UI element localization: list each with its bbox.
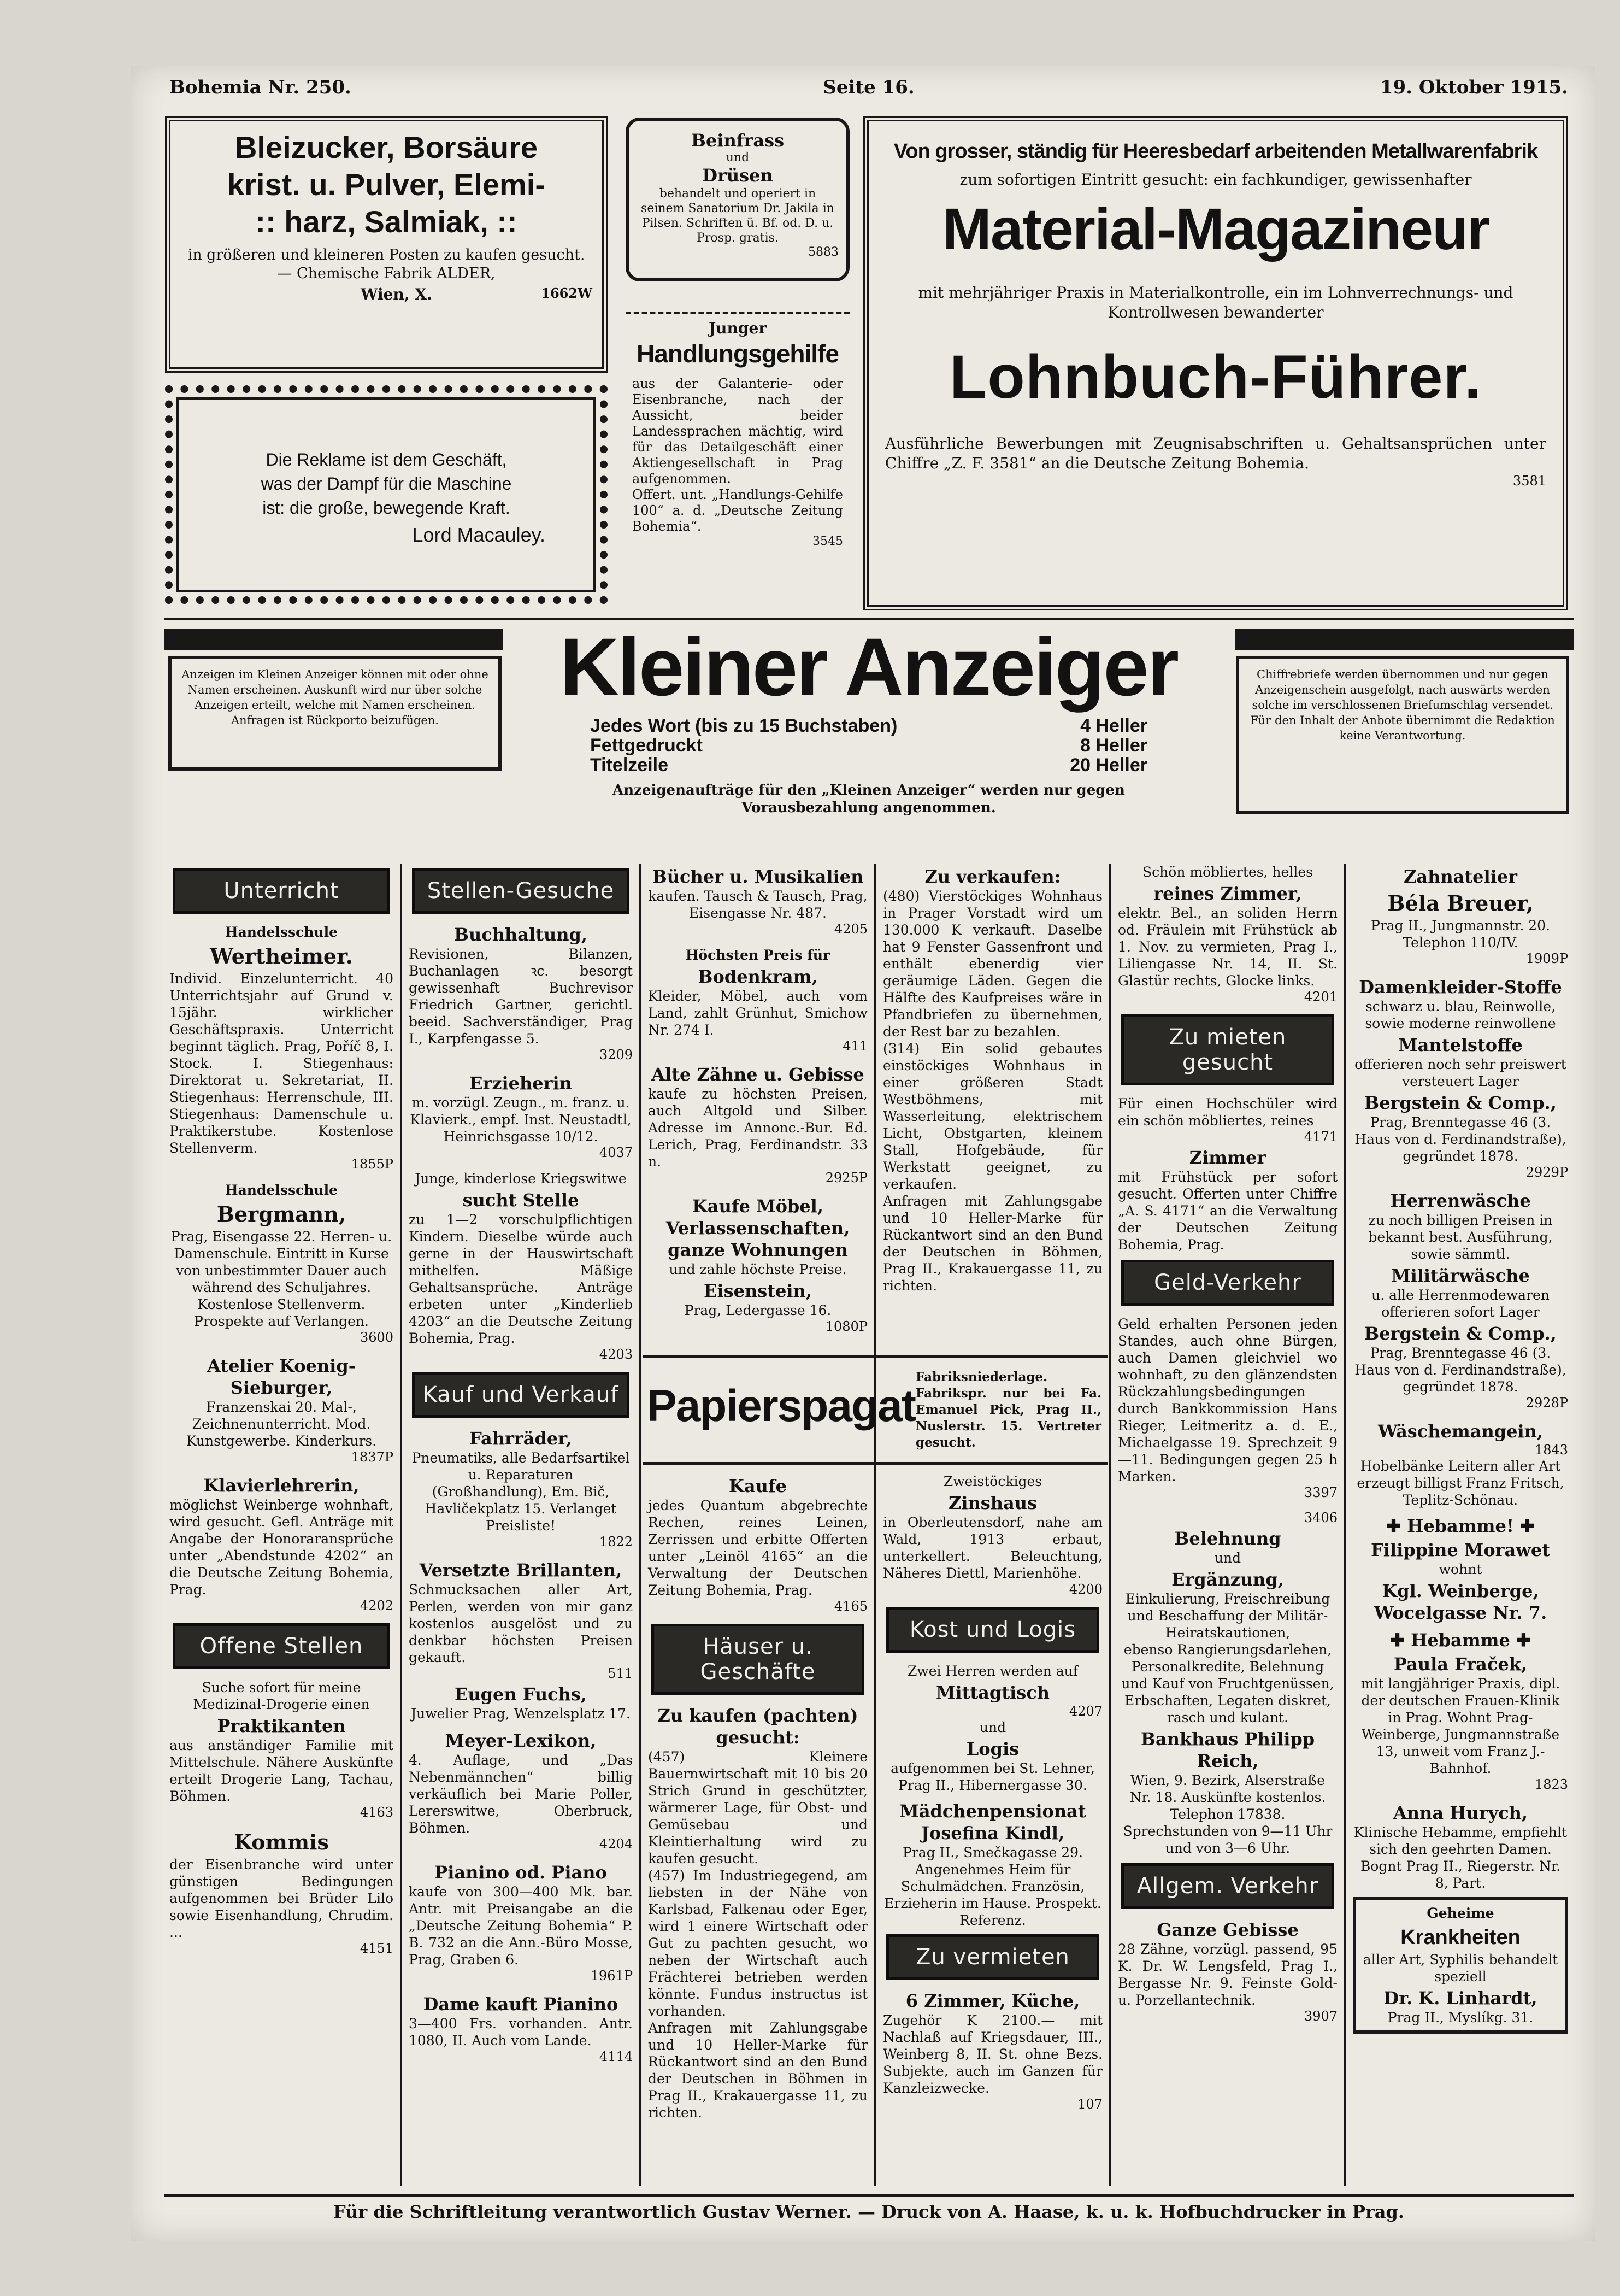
waesche-title: Wäschemangein, bbox=[1377, 1421, 1544, 1442]
beleh-text: Einkulierung, Freischreibung und Beschaffung der Militär-Heiratskautionen, bbox=[1125, 1591, 1330, 1641]
rate-price-1: 4 Heller bbox=[1080, 715, 1147, 736]
section-geld-verkehr: Geld-Verkehr bbox=[1121, 1260, 1334, 1306]
kommis-text: der Eisenbranche wird unter günstigen Bedingungen aufgenommen bei Brüder Lilo sowie Eisenhandlung, Chrudim. ... bbox=[169, 1857, 393, 1940]
heb1-addr: Kgl. Weinberge, Wocelgasse Nr. 7. bbox=[1374, 1581, 1547, 1623]
damen-firm: Bergstein & Comp., bbox=[1364, 1093, 1557, 1113]
footer-text: Für die Schriftleitung verantwortlich Gustav Werner. — Druck von A. Haase, k. u. k. Hofbuchdrucker in Prag. bbox=[333, 2201, 1404, 2222]
handlung-text: aus der Galanterie- oder Eisenbranche, nach der Aussicht, beider Landessprachen mächtig, wird für das Detailgeschäft einer Aktiengesellschaft in Prag aufgenommen. bbox=[632, 376, 843, 486]
newspaper-page bbox=[131, 66, 1595, 2241]
boden-pre: Höchsten Preis für bbox=[685, 947, 830, 963]
reines-code: 4201 bbox=[1304, 989, 1338, 1005]
klavier-title: Klavierlehrerin, bbox=[203, 1475, 360, 1496]
fuer-title: Zimmer bbox=[1189, 1147, 1266, 1168]
brill-name: Eugen Fuchs, bbox=[454, 1684, 587, 1705]
heb2-title: ✚ Hebamme ✚ bbox=[1390, 1630, 1531, 1651]
damen-title: Damenkleider-Stoffe bbox=[1359, 977, 1562, 997]
meyer-code: 4204 bbox=[599, 1836, 633, 1852]
rate-price-3: 20 Heller bbox=[1070, 755, 1147, 776]
heb2-text: mit langjähriger Praxis, dipl. der deutschen Frauen-Klinik in Prag. Wohnt Prag-Weinberge, Jungmannstraße 13, unweit vom Franz J.-Bahnhof. bbox=[1360, 1676, 1560, 1776]
maedchen-title: Mädchenpensionat Josefina Kindl, bbox=[899, 1801, 1086, 1843]
witwe-pre: Junge, kinderlose Kriegswitwe bbox=[415, 1171, 627, 1187]
heb1-text: wohnt bbox=[1439, 1561, 1482, 1577]
dame-code: 4114 bbox=[599, 2049, 633, 2064]
mittag-title: Mittagtisch bbox=[936, 1682, 1050, 1703]
handlung-code: 3545 bbox=[812, 535, 843, 548]
zwei-text: in Oberleutensdorf, nahe am Wald, 1913 erbaut, unterkellert. Beleuchtung, Näheres Diettl, Marienhöhe. bbox=[883, 1514, 1103, 1581]
witwe-title: sucht Stelle bbox=[462, 1190, 579, 1211]
kleiner-title: Kleiner Anzeiger bbox=[559, 621, 1178, 713]
ad-beinfrass bbox=[626, 118, 850, 281]
material-title2: Lohnbuch-Führer. bbox=[949, 343, 1482, 411]
mittag-pre: Zwei Herren werden auf bbox=[907, 1663, 1079, 1679]
ad-material bbox=[863, 116, 1568, 610]
material-intro: Von grosser, ständig für Heeresbedarf arbeitenden Metallwarenfabrik bbox=[893, 140, 1538, 163]
erz-text: m. vorzügl. Zeugn., m. franz. u. Klavierk., empf. Inst. Neustadtl, Heinrichsgasse 10/12. bbox=[410, 1095, 632, 1144]
reines-pre: Schön möbliertes, helles bbox=[1142, 864, 1313, 880]
zuverk-text2: (314) Ein solid gebautes einstöckiges Wohnhaus in einer größeren Stadt Westböhmens, mit Wasserleitung, elektrischem Licht, Obstgarten, kleinem Stall, Hofgebäude, für Werkstatt geeignet, zu verkaufen. bbox=[883, 1041, 1103, 1192]
prakt-pre: Suche sofort für meine Medizinal-Drogerie einen bbox=[193, 1680, 370, 1712]
damen-title2: Mantelstoffe bbox=[1398, 1035, 1523, 1055]
section-zu-mieten: Zu mieten gesucht bbox=[1121, 1014, 1334, 1085]
damen-addr: Prag, Brenntegasse 46 (3. Haus von d. Ferdinandstraße), gegründet 1878. bbox=[1354, 1114, 1566, 1164]
hs2-name: Bergmann, bbox=[216, 1202, 346, 1226]
meyer-text: 4. Auflage, und „Das Nebenmännchen“ billig verkäuflich bei Marie Poller, Lererswitwe, Oberbruck, Böhmen. bbox=[409, 1752, 633, 1836]
fahr-title: Fahrräder, bbox=[469, 1428, 572, 1449]
kleiner-note: Anzeigenaufträge für den „Kleinen Anzeiger“ werden nur gegen Vorausbezahlung angenommen. bbox=[612, 782, 1125, 816]
header-center: Seite 16. bbox=[823, 77, 915, 98]
pianino-title: Pianino od. Piano bbox=[434, 1862, 607, 1883]
hs1-text: Individ. Einzelunterricht. 40 Unterrichtsjahr auf Grund v. 15jähr. wirklicher Geschäftspraxis. Unterricht beginnt täglich. Prag, Poříč 8, I. Stock. I. Stiegenhaus: Direktorat u. Sekretariat, II. Stiegenhaus: Herrenschule, III. Stiegenhaus: Damenschule u. Praktikerstube. Kostenlose Stellenverm. bbox=[169, 971, 393, 1156]
buecher-title: Bücher u. Musikalien bbox=[652, 866, 864, 887]
section-haeuser: Häuser u. Geschäfte bbox=[651, 1624, 864, 1695]
brill-code: 511 bbox=[608, 1666, 633, 1681]
column-4 bbox=[877, 864, 1108, 1344]
material-line2: zum sofortigen Eintritt gesucht: ein fachkundiger, gewissenhafter bbox=[959, 171, 1472, 189]
left-note-text: Anzeigen im Kleinen Anzeiger können mit oder ohne Namen erscheinen. Auskunft wird nur über solche Anzeigen erteilt, welche mit Namen erscheinen. Anfragen ist Rückporto beizufügen. bbox=[181, 668, 488, 727]
zimmer6-code: 107 bbox=[1077, 2097, 1103, 2112]
bleizucker-title-1: Bleizucker, Borsäure bbox=[234, 130, 538, 165]
zahn-name: Béla Breuer, bbox=[1387, 891, 1534, 915]
page-header bbox=[169, 77, 1568, 104]
gebisse-title: Ganze Gebisse bbox=[1157, 1919, 1299, 1940]
kommis-code: 4151 bbox=[360, 1941, 393, 1956]
zahn-title: Zahnatelier bbox=[1403, 866, 1518, 887]
mittag-text: aufgenommen bei St. Lehner, Prag II., Hibernergasse 30. bbox=[891, 1760, 1095, 1793]
heb1-name: Filippine Morawet bbox=[1371, 1540, 1550, 1560]
handlung-pre: Junger bbox=[708, 319, 767, 337]
ad-geheime bbox=[1353, 1897, 1568, 2034]
reines-text: elektr. Bel., an soliden Herrn od. Fräulein mit Frühstück ab 1. Nov. zu vermieten, Prag I., Liliengasse Nr. 14, II. St. Glastür rechts, Glocke links. bbox=[1118, 905, 1338, 989]
zahn-code: 1909P bbox=[1525, 951, 1568, 966]
moebel-title: Kaufe Möbel, Verlassenschaften, ganze Wohnungen bbox=[665, 1196, 850, 1260]
header-left: Bohemia Nr. 250. bbox=[169, 77, 351, 98]
quote-author: Lord Macauley. bbox=[412, 524, 545, 546]
waesche-text: Hobelbänke Leitern aller Art erzeugt billigst Franz Fritsch, Teplitz-Schönau. bbox=[1357, 1458, 1564, 1508]
hs2-code: 3600 bbox=[360, 1330, 393, 1345]
fuer-text: Für einen Hochschüler wird ein schön möbliertes, reines bbox=[1118, 1096, 1338, 1129]
damen-text2: offerieren noch sehr preiswert versteuert Lager bbox=[1354, 1056, 1566, 1089]
zaehne-text: kaufe zu höchsten Preisen, auch Altgold und Silber. Adresse im Annonc.-Bur. Ed. Lerich, Prag, Ferdinandstr. 33 n. bbox=[648, 1086, 868, 1170]
geld-code: 3397 bbox=[1304, 1485, 1338, 1500]
zaehne-code: 2925P bbox=[825, 1170, 868, 1185]
zimmer6-title: 6 Zimmer, Küche, bbox=[905, 1990, 1080, 2011]
column-1 bbox=[164, 864, 399, 2186]
zukauf-title: Zu kaufen (pachten) gesucht: bbox=[657, 1705, 858, 1748]
meyer-title: Meyer-Lexikon, bbox=[445, 1730, 597, 1751]
quote-line-1: Die Reklame ist dem Geschäft, bbox=[266, 450, 507, 469]
herren-firm: Bergstein & Comp., bbox=[1364, 1323, 1557, 1344]
section-unterricht: Unterricht bbox=[173, 868, 390, 914]
section-kauf-verkauf: Kauf und Verkauf bbox=[412, 1372, 629, 1418]
hurych-text: Klinische Hebamme, empfiehlt sich den geehrten Damen. Bognt Prag II., Riegerstr. Nr. 8, Part. bbox=[1353, 1824, 1568, 1891]
bleizucker-title-3: :: harz, Salmiak, :: bbox=[255, 204, 517, 239]
fuer-code: 4171 bbox=[1304, 1129, 1338, 1144]
beinfrass-title: Beinfrass bbox=[691, 130, 785, 151]
material-footer: Ausführliche Bewerbungen mit Zeugnisabschriften u. Gehaltsansprüchen unter Chiffre „Z. F. 3581“ an die Deutsche Zeitung Bohemia. bbox=[885, 434, 1546, 472]
rate-label-2: Fettgedruckt bbox=[590, 735, 703, 756]
papier-text: Fabriksniederlage. Fabrikspr. nur bei Fa. Emanuel Pick, Prag II., Nuslerstr. 15. Vertreter gesucht. bbox=[916, 1370, 1101, 1450]
zwei-title: Zinshaus bbox=[948, 1493, 1038, 1513]
hs1-name: Wertheimer. bbox=[210, 944, 353, 968]
buch-title: Buchhaltung, bbox=[453, 924, 588, 945]
beinfrass-code: 5883 bbox=[808, 245, 839, 259]
herren-text: zu noch billigen Preisen in bekannt best. Ausführung, sowie sämmtl. bbox=[1368, 1212, 1553, 1262]
herren-text2: u. alle Herrenmodewaren offerieren sofort Lager bbox=[1371, 1287, 1550, 1320]
hs1-code: 1855P bbox=[351, 1156, 393, 1172]
quote-line-2: was der Dampf für die Maschine bbox=[261, 474, 512, 494]
zukauf-text2: (457) Im Industriegegend, am liebsten in der Nähe von Karlsbad, Falkenau oder Eger, wird 1 einere Wirtschaft oder Gut zu pachten gesucht, wo neben der Wirtschaft auch Frächterei betrieben werden könnte. Fundus instructus ist vorhanden. bbox=[648, 1868, 868, 2019]
column-4-lower bbox=[877, 1473, 1108, 2183]
waesche-code: 1843 bbox=[1534, 1442, 1568, 1458]
klavier-text: möglichst Weinberge wohnhaft, wird gesucht. Gefl. Anträge mit Angabe der Honoraransprüche unter „Abendstunde 4202“ an die Deutsche Zeitung Bohemia, Prag. bbox=[169, 1497, 393, 1598]
mittag-title2: Logis bbox=[966, 1739, 1020, 1759]
ad-papierspagat bbox=[643, 1355, 1108, 1465]
beinfrass-und: und bbox=[726, 151, 750, 165]
zuverk-text3: Anfragen mit Zahlungsgabe und 10 Heller-Marke für Rückantwort sind an den Bund der Deutschen in Böhmen, Prag II., Krakauergasse 11, zu richten. bbox=[883, 1193, 1103, 1294]
pianino-code: 1961P bbox=[590, 1968, 633, 1983]
ad-bleizucker bbox=[165, 116, 608, 373]
buecher-code: 4205 bbox=[834, 921, 868, 937]
erz-title: Erzieherin bbox=[469, 1073, 572, 1094]
geheime-text: aller Art, Syphilis behandelt speziell bbox=[1363, 1952, 1558, 1984]
atelier-title: Atelier Koenig-Sieburger, bbox=[207, 1355, 356, 1398]
herren-title2: Militärwäsche bbox=[1391, 1265, 1530, 1286]
fahr-text: Pneumatiks, alle Bedarfsartikel u. Reparaturen (Großhandlung), Em. Bič, Havličekplatz 15. Verlanget Preisliste! bbox=[411, 1450, 630, 1534]
handlung-title: Handlungsgehilfe bbox=[637, 339, 839, 368]
bleizucker-code: 1662W bbox=[541, 285, 592, 301]
rate-price-2: 8 Heller bbox=[1080, 735, 1147, 756]
zwei-pre: Zweistöckiges bbox=[943, 1473, 1042, 1489]
material-title: Material-Magazineur bbox=[942, 196, 1489, 262]
beleh-text2: ebenso Rangierungsdarlehen, Personalkredite, Belehnung und Kauf von Fruchtgenüssen, Erbschaften, Legaten diskret, rasch und kulant. bbox=[1121, 1642, 1334, 1725]
prakt-text: aus anständiger Familie mit Mittelschule. Nähere Auskünfte erteilt Drogerie Lang, Tachau, Böhmen. bbox=[169, 1737, 393, 1804]
section-zu-vermieten: Zu vermieten bbox=[886, 1934, 1099, 1980]
beleh-title2: Ergänzung, bbox=[1171, 1569, 1284, 1590]
geheime-name: Dr. K. Linhardt, bbox=[1383, 1988, 1537, 2009]
beleh-code: 3406 bbox=[1304, 1510, 1338, 1525]
kleiner-right-note bbox=[1236, 656, 1569, 814]
moebel-code: 1080P bbox=[825, 1319, 868, 1334]
fahr-code: 1822 bbox=[599, 1534, 633, 1549]
rate-label-3: Titelzeile bbox=[590, 755, 668, 776]
rate-label-1: Jedes Wort (bis zu 15 Buchstaben) bbox=[590, 715, 898, 736]
ad-handlungsgehilfe bbox=[626, 312, 850, 607]
kaufe-text: jedes Quantum abgebrechte Rechen, reines Leinen, Zerrissen und erbitte Offerten unter „Leinöl 4165“ an die Verwaltung der Deutschen Zeitung Bohemia, Prag. bbox=[648, 1498, 868, 1598]
moebel-addr: Prag, Ledergasse 16. bbox=[684, 1302, 832, 1318]
section-allgem-verkehr: Allgem. Verkehr bbox=[1121, 1863, 1334, 1909]
zwei-code: 4200 bbox=[1069, 1582, 1103, 1597]
beleh-addr: Wien, 9. Bezirk, Alserstraße Nr. 18. Auskünfte kostenlos. Telephon 17838. Sprechstunden von 9—11 Uhr und von 3—6 Uhr. bbox=[1123, 1772, 1333, 1856]
dame-text: 3—400 Frs. vorhanden. Antr. 1080, II. Auch vom Lande. bbox=[409, 2016, 633, 2048]
pianino-text: kaufe von 300—400 Mk. bar. Antr. mit Preisangabe an die „Deutsche Zeitung Bohemia“ P. B. 732 an die Ann.-Büro Mosse, Prag, Graben 6. bbox=[409, 1884, 633, 1968]
buch-text: Revisionen, Bilanzen, Buchanlagen ꝛc. besorgt gewissenhaft Buchrevisor Friedrich Gartner, gerichtl. beeid. Sachverständiger, Prag I., Karpfengasse 5. bbox=[409, 946, 633, 1047]
boden-text: Kleider, Möbel, auch vom Land, zahlt Grünhut, Smichow Nr. 274 I. bbox=[648, 988, 868, 1038]
erz-code: 4037 bbox=[599, 1145, 633, 1160]
quote-box bbox=[165, 385, 608, 604]
reines-title: reines Zimmer, bbox=[1153, 883, 1302, 904]
geheime-pre: Geheime bbox=[1427, 1905, 1494, 1921]
moebel-name: Eisenstein, bbox=[704, 1281, 812, 1301]
column-5 bbox=[1112, 864, 1343, 2186]
bleizucker-place: Wien, X. bbox=[361, 285, 432, 303]
klavier-code: 4202 bbox=[360, 1598, 393, 1613]
geheime-title: Krankheiten bbox=[1400, 1926, 1521, 1949]
geld-text: Geld erhalten Personen jeden Standes, auch ohne Bürgen, auch Damen gleichviel wo wohnhaft, zu den glänzendsten Rückzahlungsbedingungen durch Bankkommission Hans Rieger, Leitmeritz a. d. E., Michaelgasse 19. Sprechzeit 9—11. Bedingungen gegen 25 h Marken. bbox=[1118, 1316, 1338, 1484]
kleiner-left-note bbox=[168, 656, 502, 771]
boden-code: 411 bbox=[843, 1038, 868, 1054]
kleiner-anzeiger-banner bbox=[164, 618, 1574, 853]
heb1-title: ✚ Hebamme! ✚ bbox=[1386, 1516, 1535, 1536]
material-code: 3581 bbox=[1512, 473, 1546, 489]
damen-code: 2929P bbox=[1525, 1165, 1568, 1180]
witwe-code: 4203 bbox=[599, 1347, 633, 1362]
mittag-und: und bbox=[979, 1719, 1006, 1735]
herren-addr: Prag, Brenntegasse 46 (3. Haus von d. Ferdinandstraße), gegründet 1878. bbox=[1354, 1345, 1566, 1395]
hs2-text: Prag, Eisengasse 22. Herren- u. Damenschule. Eintritt in Kurse von unbestimmter Dauer auch während des Schuljahres. Kostenlose Stellenverm. Prospekte auf Verlangen. bbox=[170, 1229, 392, 1329]
beleh-title: Belehnung bbox=[1174, 1528, 1281, 1549]
herren-title: Herrenwäsche bbox=[1390, 1190, 1531, 1211]
atelier-text: Franzenskai 20. Mal-, Zeichnenunterricht. Mod. Kunstgewerbe. Kinderkurs. bbox=[186, 1399, 377, 1449]
material-line3: mit mehrjähriger Praxis in Materialkontrolle, ein im Lohnverrechnungs- und Kontrollwesen bewanderter bbox=[918, 284, 1513, 321]
column-6 bbox=[1347, 864, 1574, 2186]
prakt-title: Praktikanten bbox=[217, 1716, 346, 1736]
buch-code: 3209 bbox=[599, 1047, 633, 1062]
geheime-addr: Prag II., Myslíkg. 31. bbox=[1387, 2010, 1534, 2025]
gebisse-text: 28 Zähne, vorzügl. passend, 95 K. Dr. W. Lengsfeld, Prag I., Bergasse Nr. 9. Feinste Gold- u. Porzellantechnik. bbox=[1118, 1941, 1338, 2008]
atelier-code: 1837P bbox=[351, 1449, 393, 1465]
hs1-pre: Handelsschule bbox=[225, 924, 338, 940]
beleh-und: und bbox=[1214, 1550, 1241, 1566]
section-kost-logis: Kost und Logis bbox=[886, 1607, 1099, 1653]
zaehne-title: Alte Zähne u. Gebisse bbox=[651, 1064, 864, 1085]
prakt-code: 4163 bbox=[360, 1805, 393, 1820]
zuverk-text: (480) Vierstöckiges Wohnhaus in Prager Vorstadt wird um 130.000 K verkauft. Daselbe hat 9 Fenster Gassenfront und enthält ebenerdig vier geräumige Läden. Gegen die Hälfte des Kaufpreises wäre in Pfandbriefen zu übernehmen, der Rest bar zu bezahlen. bbox=[883, 888, 1103, 1040]
kaufe-code: 4165 bbox=[834, 1599, 868, 1614]
fuer-text2: mit Frühstück per sofort gesucht. Offerten unter Chiffre „A. S. 4171“ an die Verwaltung der Deutschen Zeitung Bohemia, Prag. bbox=[1118, 1169, 1338, 1253]
kommis-title: Kommis bbox=[234, 1830, 329, 1854]
damen-text: schwarz u. blau, Reinwolle, sowie moderne reinwollene bbox=[1365, 999, 1556, 1031]
beleh-firm: Bankhaus Philipp Reich, bbox=[1140, 1729, 1315, 1771]
mittag-code: 4207 bbox=[1069, 1704, 1103, 1719]
header-right: 19. Oktober 1915. bbox=[1380, 77, 1568, 98]
maedchen-text: Prag II., Smečkagasse 29. Angenehmes Heim für Schulmädchen. Französin, Erzieherin im Hause. Prospekt. Referenz. bbox=[884, 1845, 1101, 1928]
gebisse-code: 3907 bbox=[1304, 2009, 1338, 2024]
zuverk-title: Zu verkaufen: bbox=[924, 866, 1061, 887]
hs2-pre: Handelsschule bbox=[225, 1182, 338, 1198]
section-stellen-gesuche: Stellen-Gesuche bbox=[412, 868, 629, 914]
papier-title: Papierspagat bbox=[647, 1381, 915, 1431]
boden-title: Bodenkram, bbox=[698, 966, 818, 987]
beinfrass-text: behandelt und operiert in seinem Sanatorium Dr. Jakila in Pilsen. Schriften ü. Bf. od. D. u. Prosp. gratis. bbox=[641, 187, 834, 245]
section-offene-stellen: Offene Stellen bbox=[173, 1623, 390, 1669]
buecher-text: kaufen. Tausch & Tausch, Prag, Eisengasse Nr. 487. bbox=[648, 888, 868, 921]
heb2-name: Paula Fraček, bbox=[1393, 1654, 1528, 1675]
hurych-title: Anna Hurych, bbox=[1393, 1802, 1528, 1823]
beinfrass-title2: Drüsen bbox=[702, 165, 773, 186]
herren-code: 2928P bbox=[1525, 1395, 1568, 1411]
zimmer6-text: Zugehör K 2100.— mit Nachlaß auf Kriegsdauer, III., Weinberg 8, II. St. ohne Bezs. Subjekte, auch im Ganzen für Kanzleizwecke. bbox=[883, 2012, 1103, 2096]
quote-line-3: ist: die große, bewegende Kraft. bbox=[262, 498, 510, 518]
dame-title: Dame kauft Pianino bbox=[423, 1994, 618, 2015]
zukauf-text: (457) Kleinere Bauernwirtschaft mit 10 bis 20 Strich Grund in geschützter, wärmerer Lage, für Obst- und Gemüsebau und Kleintierhaltung wird zu kaufen gesucht. bbox=[648, 1749, 868, 1866]
heb2-code: 1823 bbox=[1534, 1777, 1568, 1792]
zahn-text: Prag II., Jungmannstr. 20. Telephon 110/IV. bbox=[1371, 918, 1550, 950]
bleizucker-title-2: krist. u. Pulver, Elemi- bbox=[227, 167, 545, 202]
brill-addr: Juwelier Prag, Wenzelsplatz 17. bbox=[411, 1706, 631, 1722]
page-footer bbox=[164, 2194, 1574, 2227]
brill-title: Versetzte Brillanten, bbox=[419, 1560, 622, 1581]
kaufe-title: Kaufe bbox=[729, 1476, 787, 1496]
column-3-lower bbox=[643, 1473, 873, 2183]
witwe-text: zu 1—2 vorschulpflichtigen Kindern. Dieselbe würde auch gerne in der Hauswirtschaft mithelfen. Mäßige Gehaltsansprüche. Anträge erbeten unter „Kinderlieb 4203“ an die Deutsche Zeitung Bohemia, Prag. bbox=[409, 1212, 633, 1346]
kleiner-rates bbox=[590, 716, 1147, 775]
zukauf-text3: Anfragen mit Zahlungsgabe und 10 Heller-Marke für Rückantwort sind an den Bund der Deutschen in Böhmen in Prag II., Krakauergasse 11, zu richten. bbox=[648, 2020, 868, 2121]
right-note-text: Chiffrebriefe werden übernommen und nur gegen Anzeigenschein ausgefolgt, nach auswärts werden solche im verschlossenen Briefumschlag versendet. Für den Inhalt der Anbote übernimmt die Redaktion keine Verantwortung. bbox=[1250, 668, 1555, 742]
bleizucker-text: in größeren und kleineren Posten zu kaufen gesucht. — Chemische Fabrik ALDER, bbox=[187, 246, 585, 282]
handlung-offer: Offert. unt. „Handlungs-Gehilfe 100“ a. d. „Deutsche Zeitung Bohemia“. bbox=[632, 487, 843, 534]
column-2 bbox=[403, 864, 638, 2186]
moebel-text: und zahle höchste Preise. bbox=[669, 1261, 847, 1277]
brill-text: Schmucksachen aller Art, Perlen, werden von mir ganz kostenlos ausgelöst und zu denkbar höchsten Preisen gekauft. bbox=[409, 1582, 633, 1665]
